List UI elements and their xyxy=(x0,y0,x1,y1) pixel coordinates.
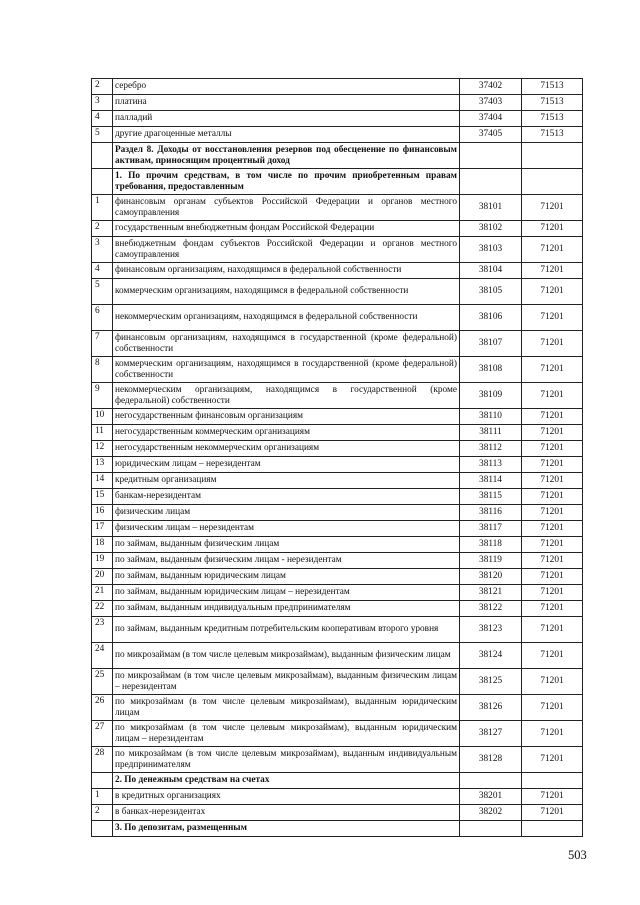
table-row xyxy=(92,695,583,721)
symbol-code-cell: 71201 xyxy=(522,357,583,383)
table-row xyxy=(92,409,583,425)
description-cell: кредитным организациям xyxy=(113,473,460,489)
account-code-cell: 38112 xyxy=(460,441,522,457)
table-row xyxy=(92,331,583,357)
row-number-cell: 2 xyxy=(92,805,113,821)
symbol-code-cell: 71201 xyxy=(522,473,583,489)
row-number-cell: 27 xyxy=(92,721,113,747)
symbol-code-cell: 71201 xyxy=(522,669,583,695)
description-cell: юридическим лицам – нерезидентам xyxy=(113,457,460,473)
row-number-cell: 24 xyxy=(92,643,113,669)
description-cell: по займам, выданным индивидуальным предпринимателям xyxy=(113,601,460,617)
description-cell: по микрозаймам (в том числе целевым микрозаймам), выданным юридическим лицам xyxy=(113,695,460,721)
account-code-cell: 37405 xyxy=(460,127,522,143)
section-header-row xyxy=(92,169,583,195)
description-cell: государственным внебюджетным фондам Российской Федерации xyxy=(113,221,460,237)
account-code-cell: 38125 xyxy=(460,669,522,695)
account-code-cell: 38101 xyxy=(460,195,522,221)
table-row xyxy=(92,263,583,279)
symbol-code-cell: 71201 xyxy=(522,237,583,263)
row-number-cell: 7 xyxy=(92,331,113,357)
row-number-cell: 18 xyxy=(92,537,113,553)
account-code-cell: 38110 xyxy=(460,409,522,425)
table-row xyxy=(92,221,583,237)
row-number-cell: 5 xyxy=(92,127,113,143)
description-cell: физическим лицам – нерезидентам xyxy=(113,521,460,537)
row-number-cell: 21 xyxy=(92,585,113,601)
row-number-cell: 9 xyxy=(92,383,113,409)
symbol-code-cell: 71201 xyxy=(522,331,583,357)
table-row xyxy=(92,585,583,601)
symbol-code-cell: 71513 xyxy=(522,95,583,111)
symbol-code-cell: 71201 xyxy=(522,279,583,305)
symbol-code-cell: 71201 xyxy=(522,721,583,747)
section-header-row xyxy=(92,143,583,169)
row-number-cell: 5 xyxy=(92,279,113,305)
account-code-cell: 38103 xyxy=(460,237,522,263)
row-number-cell: 11 xyxy=(92,425,113,441)
account-code-cell xyxy=(460,143,522,169)
table-row xyxy=(92,425,583,441)
table-row xyxy=(92,601,583,617)
table-row xyxy=(92,457,583,473)
table-body xyxy=(92,79,583,837)
description-cell: в кредитных организациях xyxy=(113,789,460,805)
account-code-cell: 38202 xyxy=(460,805,522,821)
account-code-cell: 38120 xyxy=(460,569,522,585)
symbol-code-cell: 71201 xyxy=(522,441,583,457)
table-row xyxy=(92,747,583,773)
row-number-cell: 22 xyxy=(92,601,113,617)
table-row xyxy=(92,521,583,537)
account-code-cell: 38115 xyxy=(460,489,522,505)
description-cell: негосударственным коммерческим организациям xyxy=(113,425,460,441)
account-code-cell xyxy=(460,169,522,195)
description-cell: по займам, выданным физическим лицам - нерезидентам xyxy=(113,553,460,569)
table-row xyxy=(92,237,583,263)
row-number-cell: 3 xyxy=(92,95,113,111)
symbol-code-cell: 71201 xyxy=(522,537,583,553)
symbol-code-cell: 71201 xyxy=(522,425,583,441)
row-number-cell: 3 xyxy=(92,237,113,263)
row-number-cell: 14 xyxy=(92,473,113,489)
description-cell: 1. По прочим средствам, в том числе по прочим приобретенным правам требования, предоставленным xyxy=(113,169,460,195)
table-row xyxy=(92,473,583,489)
symbol-code-cell: 71201 xyxy=(522,553,583,569)
description-cell: палладий xyxy=(113,111,460,127)
symbol-code-cell: 71201 xyxy=(522,747,583,773)
symbol-code-cell xyxy=(522,169,583,195)
symbol-code-cell: 71201 xyxy=(522,505,583,521)
account-code-cell: 38201 xyxy=(460,789,522,805)
symbol-code-cell: 71201 xyxy=(522,221,583,237)
description-cell: 2. По денежным средствам на счетах xyxy=(113,773,460,789)
accounts-table xyxy=(91,78,583,837)
symbol-code-cell: 71201 xyxy=(522,805,583,821)
row-number-cell: 19 xyxy=(92,553,113,569)
table-row xyxy=(92,127,583,143)
table-row xyxy=(92,305,583,331)
table-row xyxy=(92,489,583,505)
row-number-cell: 2 xyxy=(92,79,113,95)
account-code-cell: 38118 xyxy=(460,537,522,553)
table-row xyxy=(92,383,583,409)
symbol-code-cell: 71201 xyxy=(522,601,583,617)
account-code-cell: 38109 xyxy=(460,383,522,409)
description-cell: платина xyxy=(113,95,460,111)
description-cell: внебюджетным фондам субъектов Российской Федерации и органов местного самоуправления xyxy=(113,237,460,263)
symbol-code-cell: 71201 xyxy=(522,195,583,221)
symbol-code-cell: 71513 xyxy=(522,79,583,95)
account-code-cell: 37404 xyxy=(460,111,522,127)
table-row xyxy=(92,537,583,553)
row-number-cell xyxy=(92,143,113,169)
account-code-cell: 38124 xyxy=(460,643,522,669)
row-number-cell: 17 xyxy=(92,521,113,537)
table-row xyxy=(92,279,583,305)
section-header-row xyxy=(92,821,583,837)
row-number-cell: 12 xyxy=(92,441,113,457)
description-cell: негосударственным некоммерческим организациям xyxy=(113,441,460,457)
description-cell: некоммерческим организациям, находящимся в государственной (кроме федеральной) собственности xyxy=(113,383,460,409)
account-code-cell: 38121 xyxy=(460,585,522,601)
table-row xyxy=(92,669,583,695)
table-row xyxy=(92,195,583,221)
account-code-cell: 38127 xyxy=(460,721,522,747)
description-cell: 3. По депозитам, размещенным xyxy=(113,821,460,837)
account-code-cell: 37402 xyxy=(460,79,522,95)
table-row xyxy=(92,95,583,111)
description-cell: коммерческим организациям, находящимся в государственной (кроме федеральной) собственности xyxy=(113,357,460,383)
description-cell: негосударственным финансовым организациям xyxy=(113,409,460,425)
account-code-cell: 37403 xyxy=(460,95,522,111)
account-code-cell: 38107 xyxy=(460,331,522,357)
row-number-cell: 1 xyxy=(92,789,113,805)
symbol-code-cell: 71201 xyxy=(522,457,583,473)
section-header-row xyxy=(92,773,583,789)
description-cell: коммерческим организациям, находящимся в федеральной собственности xyxy=(113,279,460,305)
description-cell: по займам, выданным физическим лицам xyxy=(113,537,460,553)
table-row xyxy=(92,721,583,747)
account-code-cell: 38128 xyxy=(460,747,522,773)
row-number-cell: 16 xyxy=(92,505,113,521)
description-cell: серебро xyxy=(113,79,460,95)
row-number-cell xyxy=(92,773,113,789)
row-number-cell: 6 xyxy=(92,305,113,331)
row-number-cell: 10 xyxy=(92,409,113,425)
row-number-cell: 1 xyxy=(92,195,113,221)
description-cell: по микрозаймам (в том числе целевым микрозаймам), выданным физическим лицам xyxy=(113,643,460,669)
table-row xyxy=(92,505,583,521)
page-number: 503 xyxy=(568,848,587,862)
description-cell: по займам, выданным юридическим лицам xyxy=(113,569,460,585)
symbol-code-cell: 71201 xyxy=(522,489,583,505)
description-cell: финансовым органам субъектов Российской Федерации и органов местного самоуправления xyxy=(113,195,460,221)
account-code-cell: 38104 xyxy=(460,263,522,279)
row-number-cell: 25 xyxy=(92,669,113,695)
row-number-cell: 20 xyxy=(92,569,113,585)
description-cell: по займам, выданным юридическим лицам – нерезидентам xyxy=(113,585,460,601)
account-code-cell: 38113 xyxy=(460,457,522,473)
account-code-cell xyxy=(460,773,522,789)
row-number-cell: 26 xyxy=(92,695,113,721)
table-row xyxy=(92,805,583,821)
symbol-code-cell xyxy=(522,773,583,789)
description-cell: некоммерческим организациям, находящимся в федеральной собственности xyxy=(113,305,460,331)
table-row xyxy=(92,643,583,669)
account-code-cell: 38106 xyxy=(460,305,522,331)
description-cell: в банках-нерезидентах xyxy=(113,805,460,821)
symbol-code-cell: 71513 xyxy=(522,127,583,143)
table-row xyxy=(92,569,583,585)
description-cell: финансовым организациям, находящимся в государственной (кроме федеральной) собственности xyxy=(113,331,460,357)
row-number-cell: 4 xyxy=(92,111,113,127)
row-number-cell xyxy=(92,169,113,195)
table-row xyxy=(92,441,583,457)
description-cell: другие драгоценные металлы xyxy=(113,127,460,143)
row-number-cell: 13 xyxy=(92,457,113,473)
symbol-code-cell: 71201 xyxy=(522,569,583,585)
account-code-cell: 38116 xyxy=(460,505,522,521)
row-number-cell: 15 xyxy=(92,489,113,505)
description-cell: банкам-нерезидентам xyxy=(113,489,460,505)
table-row xyxy=(92,79,583,95)
symbol-code-cell: 71201 xyxy=(522,789,583,805)
row-number-cell xyxy=(92,821,113,837)
symbol-code-cell: 71201 xyxy=(522,409,583,425)
table-row xyxy=(92,357,583,383)
account-code-cell: 38114 xyxy=(460,473,522,489)
symbol-code-cell: 71201 xyxy=(522,617,583,643)
account-code-cell: 38108 xyxy=(460,357,522,383)
description-cell: по микрозаймам (в том числе целевым микрозаймам), выданным юридическим лицам – нерезидентам xyxy=(113,721,460,747)
row-number-cell: 23 xyxy=(92,617,113,643)
symbol-code-cell: 71513 xyxy=(522,111,583,127)
account-code-cell: 38105 xyxy=(460,279,522,305)
symbol-code-cell: 71201 xyxy=(522,643,583,669)
symbol-code-cell xyxy=(522,821,583,837)
row-number-cell: 28 xyxy=(92,747,113,773)
symbol-code-cell: 71201 xyxy=(522,305,583,331)
symbol-code-cell: 71201 xyxy=(522,383,583,409)
row-number-cell: 8 xyxy=(92,357,113,383)
account-code-cell: 38111 xyxy=(460,425,522,441)
symbol-code-cell: 71201 xyxy=(522,521,583,537)
description-cell: по займам, выданным кредитным потребительским кооперативам второго уровня xyxy=(113,617,460,643)
table-row xyxy=(92,111,583,127)
account-code-cell: 38117 xyxy=(460,521,522,537)
account-code-cell: 38126 xyxy=(460,695,522,721)
symbol-code-cell xyxy=(522,143,583,169)
account-code-cell xyxy=(460,821,522,837)
table-row xyxy=(92,789,583,805)
table-row xyxy=(92,617,583,643)
description-cell: по микрозаймам (в том числе целевым микрозаймам), выданным физическим лицам – нерезидентам xyxy=(113,669,460,695)
row-number-cell: 4 xyxy=(92,263,113,279)
description-cell: финансовым организациям, находящимся в федеральной собственности xyxy=(113,263,460,279)
symbol-code-cell: 71201 xyxy=(522,585,583,601)
description-cell: физическим лицам xyxy=(113,505,460,521)
account-code-cell: 38122 xyxy=(460,601,522,617)
account-code-cell: 38119 xyxy=(460,553,522,569)
description-cell: Раздел 8. Доходы от восстановления резервов под обесценение по финансовым активам, приносящим процентный доход xyxy=(113,143,460,169)
account-code-cell: 38123 xyxy=(460,617,522,643)
symbol-code-cell: 71201 xyxy=(522,263,583,279)
row-number-cell: 2 xyxy=(92,221,113,237)
description-cell: по микрозаймам (в том числе целевым микрозаймам), выданным индивидуальным предпринимателям xyxy=(113,747,460,773)
account-code-cell: 38102 xyxy=(460,221,522,237)
symbol-code-cell: 71201 xyxy=(522,695,583,721)
table-row xyxy=(92,553,583,569)
